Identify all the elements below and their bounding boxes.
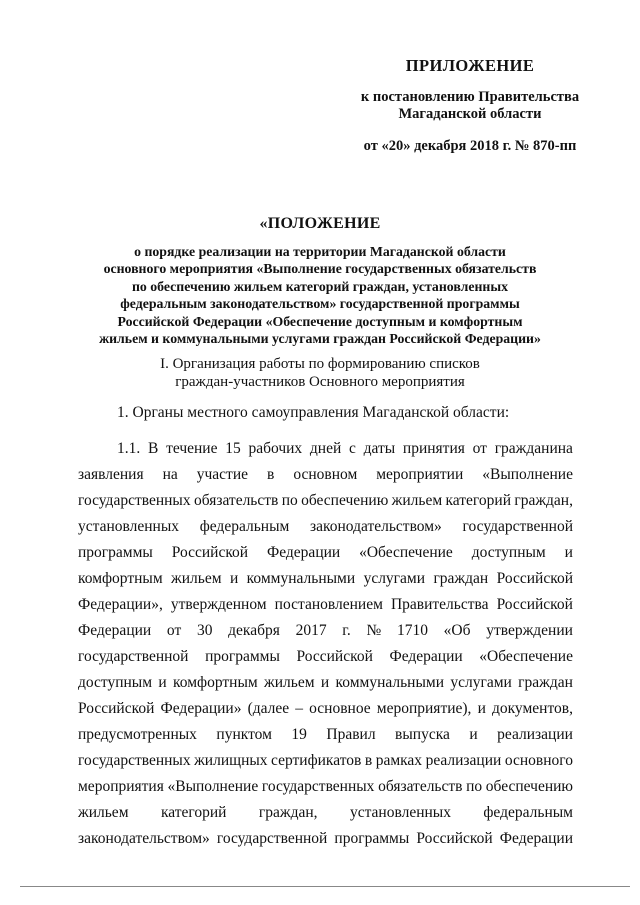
word: рамках: [375, 752, 423, 769]
word: услугами: [363, 570, 426, 587]
text-line: [78, 592, 573, 618]
section-heading: [60, 356, 580, 391]
document-subtitle: [60, 243, 580, 347]
paragraph-1: 1. Органы местного самоуправления Магаданской области:: [117, 404, 510, 421]
word: утвержденном: [170, 596, 267, 613]
word: и: [158, 674, 167, 691]
word: дней: [309, 440, 342, 457]
word: мероприятия: [78, 778, 164, 795]
word: Правительства: [390, 596, 489, 613]
word: даты: [363, 440, 396, 457]
subtitle-line: федеральным законодательством» государственной программы: [120, 296, 520, 312]
word: предусмотренных: [78, 726, 197, 743]
word: и: [477, 700, 486, 717]
text-line: [78, 644, 573, 670]
word: постановлением: [274, 596, 383, 613]
word: федеральным: [199, 518, 290, 535]
word: Российской: [296, 648, 373, 665]
appendix-date: от «20» декабря 2018 г. № 870-пп: [363, 138, 577, 154]
appendix-line-1: к постановлению Правительства: [360, 89, 580, 105]
subtitle-line: о порядке реализации на территории Магаданской области: [134, 244, 506, 259]
word: основное: [309, 700, 371, 717]
word: принятия: [402, 440, 465, 457]
word: в: [267, 466, 275, 483]
word: Российской: [496, 570, 573, 587]
word: установленных: [78, 518, 179, 535]
word: обязательств: [378, 778, 463, 795]
word: Российской: [78, 700, 155, 717]
section-heading-line: граждан-участников Основного мероприятия: [175, 373, 465, 390]
word: жильем: [264, 674, 315, 691]
word: обеспечению: [485, 778, 573, 795]
section-heading-line: I. Организация работы по формированию списков: [160, 356, 480, 372]
text-line: [78, 488, 573, 514]
word: государственных: [78, 492, 191, 509]
word: документов,: [491, 700, 573, 717]
word: жильем: [391, 492, 443, 509]
word: Правил: [326, 726, 376, 743]
word: коммунальными: [335, 674, 444, 691]
word: утверждении: [486, 622, 573, 639]
paragraph-1-1: [78, 436, 573, 852]
word: Российской: [171, 544, 249, 561]
text-line: [78, 800, 573, 826]
subtitle-line: жильем и коммунальными услугами граждан Российской Федерации»: [99, 331, 541, 347]
word: категорий: [445, 492, 511, 509]
word: государственной: [78, 648, 189, 665]
word: по: [466, 778, 483, 795]
subtitle-line: по обеспечению жильем категорий граждан, установленных: [131, 278, 509, 294]
word: Федерации: [267, 544, 341, 561]
word: «Выполнение: [167, 778, 259, 795]
word: течение: [166, 440, 218, 457]
word: Федерации: [389, 648, 463, 665]
word: и: [229, 570, 239, 587]
word: от: [166, 622, 182, 639]
word: жильем: [78, 804, 129, 821]
text-line: [78, 436, 573, 462]
word: «Обеспечение: [359, 544, 453, 561]
word: рабочих: [248, 440, 303, 457]
word: граждан,: [514, 492, 573, 509]
word: «Обеспечение: [479, 648, 573, 665]
word: и: [564, 544, 573, 561]
word: мероприятие),: [376, 700, 472, 717]
word: Российской: [416, 830, 493, 847]
word: граждан: [433, 570, 489, 587]
word: жильем: [171, 570, 222, 587]
word: граждан: [518, 674, 573, 691]
word: государственной: [216, 830, 328, 847]
word: декабря: [228, 622, 280, 639]
word: выпуска: [395, 726, 450, 743]
word: комфортным: [173, 674, 258, 691]
word: №: [366, 622, 382, 639]
document-title: «ПОЛОЖЕНИЕ: [259, 215, 381, 232]
subtitle-line: основного мероприятия «Выполнение государственных обязательств: [103, 261, 537, 277]
word: мероприятии: [376, 466, 464, 483]
word: основном: [293, 466, 358, 483]
word: гражданина: [494, 440, 573, 457]
word: федеральным: [483, 804, 573, 821]
word: г.: [342, 622, 351, 639]
word: жилищных: [194, 752, 268, 769]
appendix-line-2: Магаданской области: [398, 106, 542, 122]
word: услугами: [450, 674, 512, 691]
text-line: [78, 618, 573, 644]
word: Федерации»,: [78, 596, 163, 613]
text-line: [78, 514, 573, 540]
word: и: [469, 726, 478, 743]
text-line: [78, 722, 573, 748]
word: Федерации: [78, 622, 152, 639]
appendix-title: ПРИЛОЖЕНИЕ: [405, 56, 535, 75]
word: в: [364, 752, 373, 769]
word: законодательством»: [78, 830, 210, 847]
word: основного: [504, 752, 573, 769]
text-line: [78, 540, 573, 566]
text-line: [78, 462, 573, 488]
word: от: [472, 440, 487, 457]
text-line: [78, 670, 573, 696]
word: государственной: [462, 518, 573, 535]
word: с: [349, 440, 356, 457]
word: обеспечению: [301, 492, 389, 509]
word: (далее: [247, 700, 290, 717]
word: заявления: [78, 466, 144, 483]
word: категорий: [160, 804, 227, 821]
word: сертификатов: [271, 752, 362, 769]
word: 15: [225, 440, 241, 457]
word: –: [295, 700, 304, 717]
word: программы: [78, 544, 153, 561]
word: Федерации: [499, 830, 573, 847]
word: реализации: [497, 726, 573, 743]
text-line: [78, 774, 573, 800]
word: коммунальными: [246, 570, 356, 587]
word: «Об: [443, 622, 471, 639]
word: доступным: [78, 674, 153, 691]
word: участие: [196, 466, 249, 483]
word: программы: [334, 830, 410, 847]
word: доступным: [471, 544, 546, 561]
word: программы: [205, 648, 280, 665]
word: и: [320, 674, 330, 691]
word: пунктом: [216, 726, 272, 743]
word: на: [162, 466, 178, 483]
text-line: [78, 826, 573, 852]
word: 2017: [295, 622, 327, 639]
word: государственных: [261, 778, 375, 795]
word: граждан,: [258, 804, 318, 821]
text-line: [78, 748, 573, 774]
text-line: [78, 566, 573, 592]
word: Российской: [496, 596, 573, 613]
page-bottom-rule: [20, 886, 630, 887]
word: государственных: [78, 752, 191, 769]
word: установленных: [349, 804, 451, 821]
word: по: [281, 492, 298, 509]
word: «Выполнение: [482, 466, 573, 483]
word: Федерации»: [160, 700, 242, 717]
word: 1710: [396, 622, 428, 639]
word: реализации: [425, 752, 502, 769]
subtitle-line: Российской Федерации «Обеспечение доступным и комфортным: [117, 313, 523, 329]
word: 30: [196, 622, 213, 639]
text-line: [78, 696, 573, 722]
word: 19: [291, 726, 307, 743]
word: законодательством»: [310, 518, 442, 535]
word: В: [147, 440, 159, 457]
word: комфортным: [78, 570, 163, 587]
word: 1.1.: [117, 440, 141, 457]
word: обязательств: [193, 492, 279, 509]
